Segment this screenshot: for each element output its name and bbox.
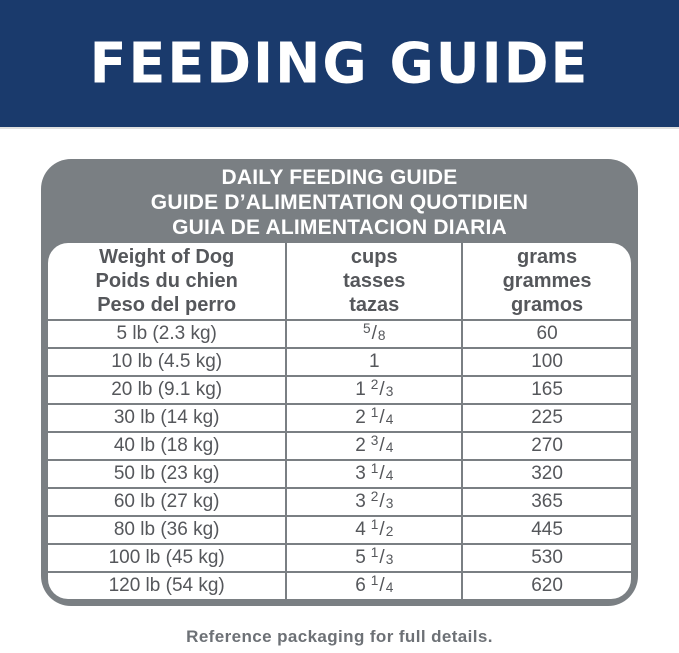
weight-cell: 40 lb (18 kg)	[48, 433, 285, 459]
cups-cell: 3 1 / 4	[287, 461, 461, 487]
grams-cell: 620	[463, 573, 631, 599]
grams-cell: 270	[463, 433, 631, 459]
grams-cell: 365	[463, 489, 631, 515]
cups-cell: 5 / 8	[287, 321, 461, 347]
page-title: FEEDING GUIDE	[89, 30, 590, 96]
grams-cell: 320	[463, 461, 631, 487]
grams-cell: 225	[463, 405, 631, 431]
grams-cell: 445	[463, 517, 631, 543]
footer-note: Reference packaging for full details.	[186, 627, 493, 646]
weight-cell: 50 lb (23 kg)	[48, 461, 285, 487]
header-line: cups	[350, 246, 398, 268]
cups-cell: 5 1 / 3	[287, 545, 461, 571]
feeding-guide-banner	[0, 0, 679, 127]
cups-cell: 4 1 / 2	[287, 517, 461, 543]
header-line: tasses	[343, 270, 406, 292]
weight-cell: 60 lb (27 kg)	[48, 489, 285, 515]
guide-heading-line-es: GUIA DE ALIMENTACION DIARIA	[172, 216, 507, 239]
cups-cell: 1	[287, 349, 461, 375]
column-header-grams	[463, 243, 631, 319]
weight-cell: 120 lb (54 kg)	[48, 573, 285, 599]
header-line: tazas	[349, 294, 400, 316]
cups-cell: 6 1 / 4	[287, 573, 461, 599]
cups-cell: 2 3 / 4	[287, 433, 461, 459]
cups-cell: 3 2 / 3	[287, 489, 461, 515]
weight-cell: 10 lb (4.5 kg)	[48, 349, 285, 375]
grams-cell: 60	[463, 321, 631, 347]
guide-heading	[48, 159, 631, 243]
header-line: grammes	[502, 270, 592, 292]
header-line: Weight of Dog	[99, 246, 235, 268]
column-header-weight	[48, 243, 285, 319]
grams-cell: 165	[463, 377, 631, 403]
column-header-cups	[287, 243, 461, 319]
cups-cell: 1 2 / 3	[287, 377, 461, 403]
grams-cell: 530	[463, 545, 631, 571]
header-line: grams	[517, 246, 578, 268]
grams-cell: 100	[463, 349, 631, 375]
header-line: gramos	[510, 294, 584, 316]
header-line: Peso del perro	[97, 294, 237, 316]
header-line: Poids du chien	[95, 270, 238, 292]
weight-cell: 20 lb (9.1 kg)	[48, 377, 285, 403]
daily-feeding-guide-panel	[41, 159, 638, 606]
feeding-table	[48, 243, 631, 599]
weight-cell: 100 lb (45 kg)	[48, 545, 285, 571]
guide-heading-line-en: DAILY FEEDING GUIDE	[221, 166, 458, 189]
cups-cell: 2 1 / 4	[287, 405, 461, 431]
weight-cell: 80 lb (36 kg)	[48, 517, 285, 543]
weight-cell: 5 lb (2.3 kg)	[48, 321, 285, 347]
guide-heading-line-fr: GUIDE D’ALIMENTATION QUOTIDIEN	[150, 191, 529, 214]
weight-cell: 30 lb (14 kg)	[48, 405, 285, 431]
